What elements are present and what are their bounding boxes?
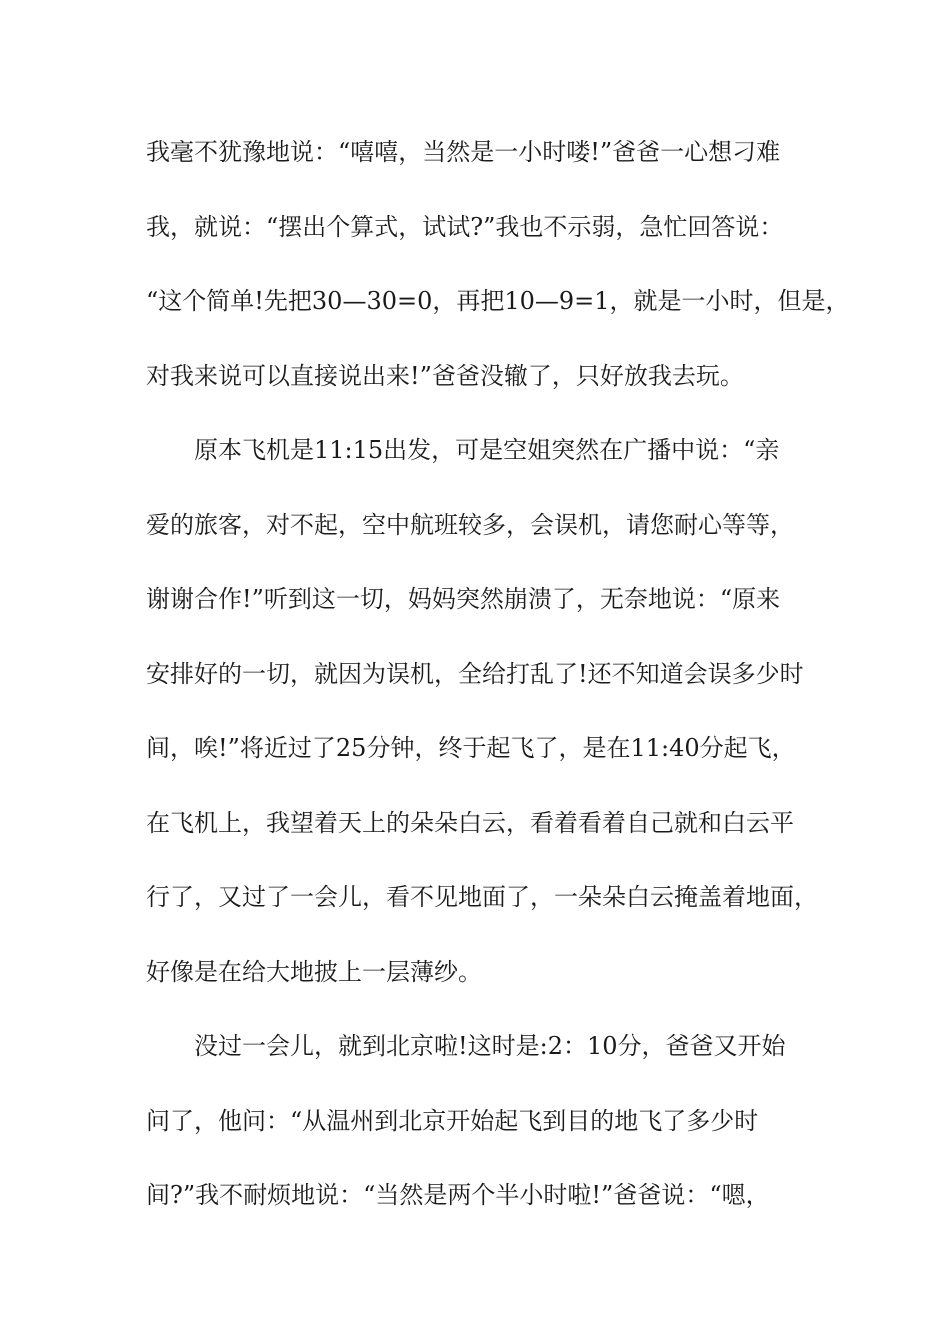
text-line: 我毫不犹豫地说：“嘻嘻，当然是一小时喽!”爸爸一心想刁难 — [146, 138, 781, 166]
text-line: 问了，他问：“从温州到北京开始起飞到目的地飞了多少时 — [146, 1106, 759, 1135]
text-line: 间，唉!”将近过了25分钟，终于起飞了，是在11:40分起飞， — [146, 734, 796, 762]
body-text — [146, 130, 850, 1248]
text-line: 好像是在给大地披上一层薄纱。 — [146, 957, 482, 986]
text-line: 在飞机上，我望着天上的朵朵白云，看着看着自己就和白云平 — [146, 808, 794, 837]
text-line: 间?”我不耐烦地说：“当然是两个半小时啦!”爸爸说：“嗯， — [146, 1181, 770, 1209]
text-line: 行了，又过了一会儿，看不见地面了，一朵朵白云掩盖着地面， — [146, 883, 818, 911]
paragraph-start-line: 没过一会儿，就到北京啦!这时是:2：10分，爸爸又开始 — [194, 1032, 786, 1060]
text-line: 爱的旅客，对不起，空中航班较多，会误机，请您耐心等等， — [146, 510, 794, 539]
text-line: “这个简单!先把30—30=0，再把10—9=1，就是一小时，但是， — [146, 287, 850, 315]
text-line: 安排好的一切，就因为误机，全给打乱了!还不知道会误多少时 — [146, 659, 804, 688]
paragraph-start-line: 原本飞机是11:15出发，可是空姐突然在广播中说：“亲 — [194, 436, 780, 464]
text-line: 对我来说可以直接说出来!”爸爸没辙了，只好放我去玩。 — [146, 361, 744, 390]
text-line: 谢谢合作!”听到这一切，妈妈突然崩溃了，无奈地说：“原来 — [146, 585, 781, 613]
text-line: 我，就说：“摆出个算式，试试?”我也不示弱，急忙回答说： — [146, 212, 784, 241]
